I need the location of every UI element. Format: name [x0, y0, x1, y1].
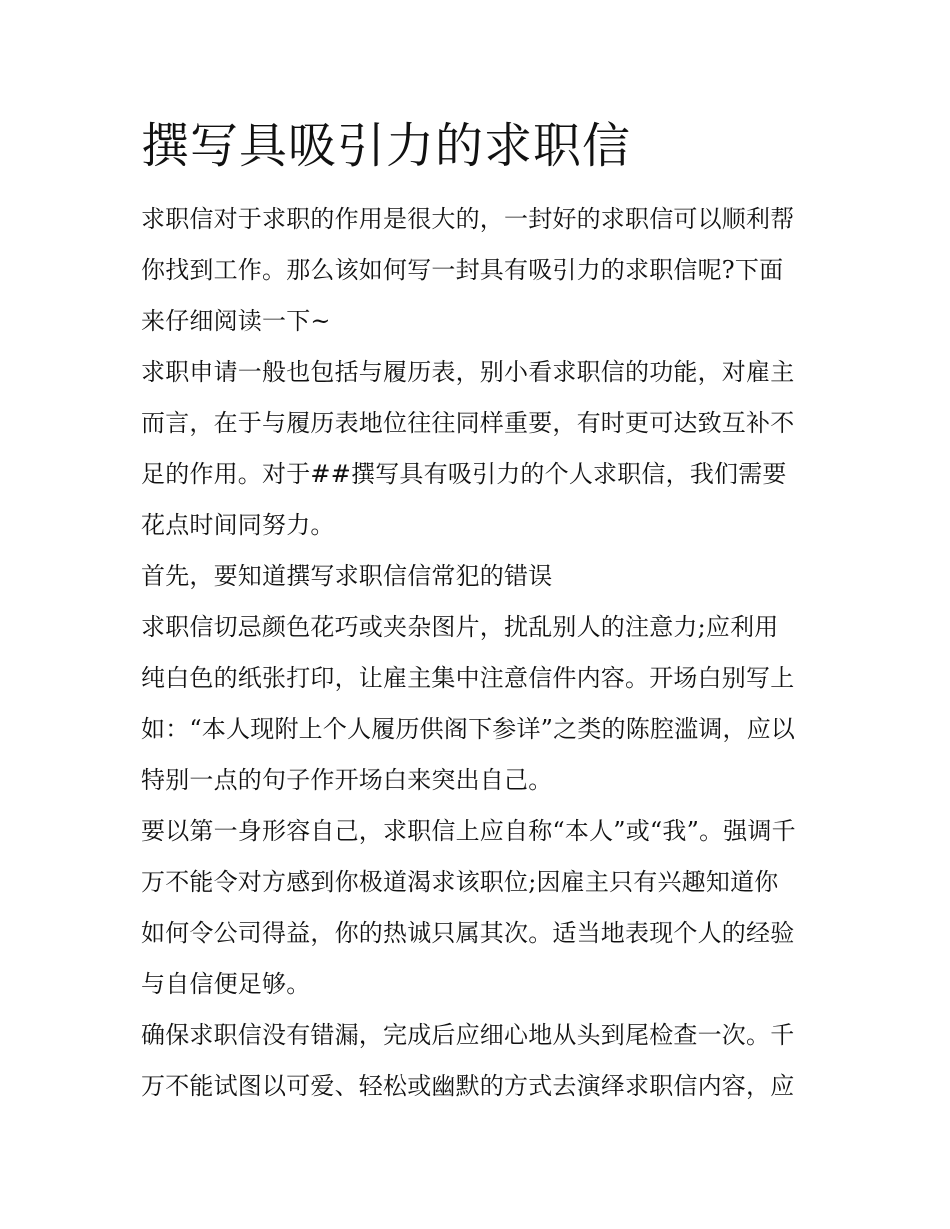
text-line: 要以第一身形容自己，求职信上应自称“本人”或“我”。强调千: [141, 817, 796, 845]
text-line: 而言，在于与履历表地位往往同样重要，有时更可达致互补不: [141, 409, 795, 437]
text-line: 来仔细阅读一下~: [141, 307, 331, 335]
text-line: 纯白色的纸张打印，让雇主集中注意信件内容。开场白别写上: [141, 664, 795, 692]
text-line: 足的作用。对于##撰写具有吸引力的个人求职信，我们需要: [141, 460, 787, 488]
document-body: [141, 194, 813, 1112]
text-line: 确保求职信没有错漏，完成后应细心地从头到尾检查一次。千: [141, 1021, 795, 1049]
text-line: 求职信对于求职的作用是很大的，一封好的求职信可以顺利帮: [141, 205, 795, 233]
text-line: 如：“本人现附上个人履历供阁下参详”之类的陈腔滥调，应以: [141, 715, 796, 743]
text-line: 求职信切忌颜色花巧或夹杂图片，扰乱别人的注意力;应利用: [141, 613, 779, 641]
text-line: 你找到工作。那么该如何写一封具有吸引力的求职信呢?下面: [141, 256, 784, 284]
text-line: 如何令公司得益，你的热诚只属其次。适当地表现个人的经验: [141, 919, 795, 947]
text-line: 首先，要知道撰写求职信信常犯的错误: [141, 562, 553, 590]
document-title: 撰写具吸引力的求职信: [141, 118, 632, 174]
text-line: 万不能令对方感到你极道渴求该职位;因雇主只有兴趣知道你: [141, 868, 779, 896]
text-line: 与自信便足够。: [141, 970, 311, 998]
document-page: [141, 112, 813, 1112]
text-line: 求职申请一般也包括与履历表，别小看求职信的功能，对雇主: [141, 358, 795, 386]
text-line: 花点时间同努力。: [141, 511, 335, 539]
text-line: 万不能试图以可爱、轻松或幽默的方式去演绎求职信内容，应: [141, 1072, 795, 1100]
text-line: 特别一点的句子作开场白来突出自己。: [141, 766, 553, 794]
